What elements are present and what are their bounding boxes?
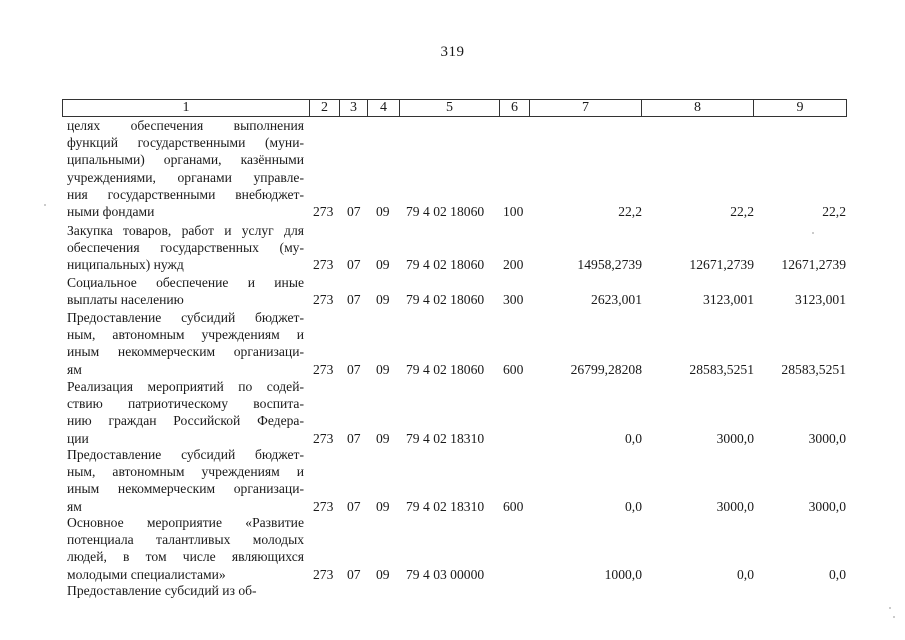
cell-c4: 09 xyxy=(376,204,390,219)
cell-c8: 0,0 xyxy=(737,566,754,582)
description-line: ным, автономным учреждениям и xyxy=(67,464,304,480)
cell-c2: 273 xyxy=(313,292,334,308)
cell-c3: 07 xyxy=(347,292,361,308)
cell-c2: 273 xyxy=(313,204,334,219)
cell-c9: 12671,2739 xyxy=(781,257,846,273)
cell-c7: 14958,2739 xyxy=(577,257,642,273)
header-col-8: 8 xyxy=(642,100,754,116)
cell-c4: 09 xyxy=(376,498,390,514)
description-line: Предоставление субсидий бюджет- xyxy=(67,447,304,462)
description-line: Предоставление субсидий из об- xyxy=(67,583,257,598)
cell-c8: 22,2 xyxy=(730,204,754,219)
cell-c3: 07 xyxy=(347,361,361,377)
row-description xyxy=(67,309,304,378)
cell-c4: 09 xyxy=(376,257,390,273)
header-col-4: 4 xyxy=(368,100,400,116)
description-line: иным некоммерческим организаци- xyxy=(67,344,304,360)
scan-speck xyxy=(893,616,895,618)
cell-c2: 273 xyxy=(313,257,334,273)
scan-speck xyxy=(812,232,814,234)
cell-c4: 09 xyxy=(376,566,390,582)
cell-c2: 273 xyxy=(313,566,334,582)
header-col-6: 6 xyxy=(500,100,530,116)
description-line: ципальными) органами, казёнными xyxy=(67,152,304,168)
cell-c5: 79 4 03 00000 xyxy=(406,566,485,582)
description-line: целях обеспечения выполнения xyxy=(67,118,304,133)
cell-c4: 09 xyxy=(376,430,390,446)
scan-speck xyxy=(889,607,891,609)
description-line: Основное мероприятие «Развитие xyxy=(67,515,304,530)
cell-c2: 273 xyxy=(313,361,334,377)
header-col-2: 2 xyxy=(310,100,340,116)
header-col-7: 7 xyxy=(530,100,642,116)
cell-c3: 07 xyxy=(347,204,361,219)
cell-c3: 07 xyxy=(347,430,361,446)
cell-c2: 273 xyxy=(313,498,334,514)
row-description xyxy=(67,222,304,274)
description-line: учреждениями, органами управле- xyxy=(67,169,304,185)
row-description xyxy=(67,446,304,515)
description-line: Социальное обеспечение и иные xyxy=(67,275,304,290)
cell-c9: 3000,0 xyxy=(808,498,846,514)
description-line: ным, автономным учреждениям и xyxy=(67,327,304,343)
row-description xyxy=(67,378,304,447)
cell-c7: 22,2 xyxy=(618,204,642,219)
description-line: ниципальных) нужд xyxy=(67,257,184,273)
cell-c6: 200 xyxy=(503,257,524,273)
cell-c8: 3000,0 xyxy=(716,430,754,446)
cell-c5: 79 4 02 18310 xyxy=(406,498,485,514)
cell-c7: 26799,28208 xyxy=(570,361,642,377)
cell-c3: 07 xyxy=(347,257,361,273)
cell-c4: 09 xyxy=(376,292,390,308)
description-line: иным некоммерческим организаци- xyxy=(67,481,304,497)
cell-c7: 2623,001 xyxy=(591,292,642,308)
cell-c9: 0,0 xyxy=(829,566,846,582)
cell-c2: 273 xyxy=(313,430,334,446)
header-col-5: 5 xyxy=(400,100,500,116)
description-line: нию граждан Российской Федера- xyxy=(67,413,304,429)
description-line: ствию патриотическому воспита- xyxy=(67,396,304,412)
cell-c8: 3123,001 xyxy=(703,292,754,308)
description-line: потенциала талантливых молодых xyxy=(67,532,304,548)
description-line: ям xyxy=(67,361,82,377)
description-line: выплаты населению xyxy=(67,292,184,308)
cell-c9: 22,2 xyxy=(822,204,846,219)
cell-c7: 0,0 xyxy=(625,430,642,446)
page-number: 319 xyxy=(440,44,465,60)
description-line: Реализация мероприятий по содей- xyxy=(67,379,304,394)
scan-speck xyxy=(44,204,46,206)
row-description xyxy=(67,582,304,599)
description-line: Закупка товаров, работ и услуг для xyxy=(67,223,304,238)
row-description xyxy=(67,514,304,583)
description-line: обеспечения государственных (му- xyxy=(67,240,304,256)
description-line: молодыми специалистами» xyxy=(67,566,226,582)
cell-c5: 79 4 02 18060 xyxy=(406,204,485,219)
cell-c8: 12671,2739 xyxy=(689,257,754,273)
header-col-9: 9 xyxy=(796,100,804,115)
cell-c6: 100 xyxy=(503,204,524,219)
cell-c4: 09 xyxy=(376,361,390,377)
description-line: Предоставление субсидий бюджет- xyxy=(67,310,304,325)
cell-c6: 600 xyxy=(503,361,524,377)
cell-c5: 79 4 02 18310 xyxy=(406,430,485,446)
cell-c9: 3000,0 xyxy=(808,430,846,446)
description-line: ции xyxy=(67,430,89,446)
description-line: людей, в том числе являющихся xyxy=(67,549,304,565)
cell-c5: 79 4 02 18060 xyxy=(406,292,485,308)
cell-c8: 28583,5251 xyxy=(689,361,754,377)
cell-c7: 0,0 xyxy=(625,498,642,514)
cell-c3: 07 xyxy=(347,566,361,582)
description-line: ния государственными внебюджет- xyxy=(67,186,304,202)
cell-c7: 1000,0 xyxy=(604,566,642,582)
cell-c5: 79 4 02 18060 xyxy=(406,257,485,273)
cell-c5: 79 4 02 18060 xyxy=(406,361,485,377)
cell-c9: 3123,001 xyxy=(795,292,846,308)
description-line: ными фондами xyxy=(67,204,155,220)
description-line: функций государственными (муни- xyxy=(67,135,304,151)
cell-c8: 3000,0 xyxy=(716,498,754,514)
row-description xyxy=(67,274,304,308)
cell-c6: 600 xyxy=(503,498,524,514)
description-line: ям xyxy=(67,498,82,514)
cell-c6: 300 xyxy=(503,292,524,308)
header-col-1: 1 xyxy=(63,100,310,116)
header-col-3: 3 xyxy=(340,100,368,116)
row-description xyxy=(67,117,304,220)
cell-c9: 28583,5251 xyxy=(781,361,846,377)
cell-c3: 07 xyxy=(347,498,361,514)
